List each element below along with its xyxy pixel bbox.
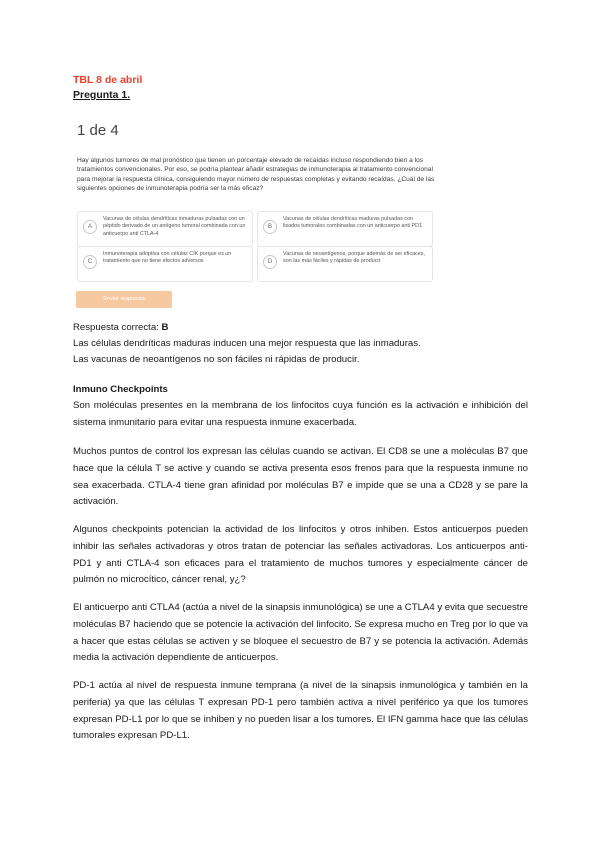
correct-answer-label: Respuesta correcta: [73,322,162,333]
paragraph-2: Muchos puntos de control los expresan las células cuando se activan. El CD8 se une a moléculas B7 que hace que la célula T se active y cuando se activa presenta esos frenos para que la respuesta inmune no sea exacerbada. CTLA-4 tiene gran afinidad por moléculas B7 e impide que se una a CD28 y se pare la activación. [73,446,528,508]
option-letter: B [263,220,277,234]
option-text: Inmunoterapia adoptiva con células CIK porque es un tratamiento que no tiene efectos adversos [103,251,232,265]
section-heading: Inmuno Checkpoints [73,384,168,395]
paragraph-5: PD-1 actúa al nivel de respuesta inmune temprana (a nivel de la sinapsis inmunológica y también en la periferia) ya que las células T expresan PD-1 pero también activa a nivel periférico ya que los tumores expresan PD-L1 por lo que se inhiben y no pueden lisar a los tumores. El IFN gamma hace que las células tumorales expresan PD-L1. [73,680,528,742]
option-letter: C [83,255,97,269]
option-d[interactable] [257,246,433,282]
option-text: Vacunas de células dendríticas maduras pulsadas con lisados tumorales combinadas con un anticuerpo anti PD1 [283,216,423,230]
option-text: Vacunas de neoantígenos, porque además de ser eficaces, son las más fáciles y rápidas de producir [283,251,425,265]
paragraph-3: Algunos checkpoints potencian la actividad de los linfocitos y otros inhiben. Estos anticuerpos pueden inhibir las señales activadoras y otros tratan de potenciar las señales activadoras. Los anticuerpos anti-PD1 y anti CTLA-4 son eficaces para el tratamiento de muchos tumores y especialmente cáncer de pulmón no microcítico, cáncer renal, y¿? [73,524,528,586]
option-b[interactable] [257,211,433,247]
option-text: Vacunas de células dendríticas inmaduras pulsadas con un péptido derivado de un antígeno tumoral combinada con un anticuerpo anti CTLA-4 [103,216,246,237]
document-title: TBL 8 de abril [73,74,143,86]
question-heading: Pregunta 1. [73,89,131,101]
answer-explanation-2: Las vacunas de neoantígenos no son fáciles ni rápidas de producir. [73,354,360,365]
correct-answer-letter: B [161,322,169,333]
quiz-question-text: Hay algunos tumores de mal pronóstico que tienen un porcentaje elevado de recaídas incluso respondiendo bien a los tratamientos convencionales. Por eso, se podría plantear añadir estrategias de inmunoterapia al tratamiento convencional para mejorar la respuesta clínica, consiguiendo mayor número de respuestas completas y evitando recaídas. ¿Cuál de las siguientes opciones de inmunoterapia podría ser la más eficaz? [77,157,435,193]
option-c[interactable] [77,246,253,282]
question-counter: 1 de 4 [77,122,119,139]
answer-explanation-1: Las células dendríticas maduras inducen una mejor respuesta que las inmaduras. [73,338,421,349]
correct-answer-line [73,320,168,337]
option-letter: A [83,220,97,234]
paragraph-4: El anticuerpo anti CTLA4 (actúa a nivel de la sinapsis inmunológica) se une a CTLA4 y evita que secuestre moléculas B7 haciendo que se potencie la activación del linfocito. Se expresa mucho en Treg por lo que va a hacer que estas células se activen y se bloquee el secuestro de B7 y se potencia la activación. Además media la activación dependiente de anticuerpos. [73,602,528,664]
option-a[interactable] [77,211,253,247]
paragraph-1: Son moléculas presentes en la membrana de los linfocitos cuya función es la activación e inhibición del sistema inmunitario para evitar una respuesta inmune exacerbada. [73,400,528,428]
quiz-screenshot [66,118,436,314]
submit-answer-button[interactable]: Enviar respuesta [76,291,172,308]
option-letter: D [263,255,277,269]
